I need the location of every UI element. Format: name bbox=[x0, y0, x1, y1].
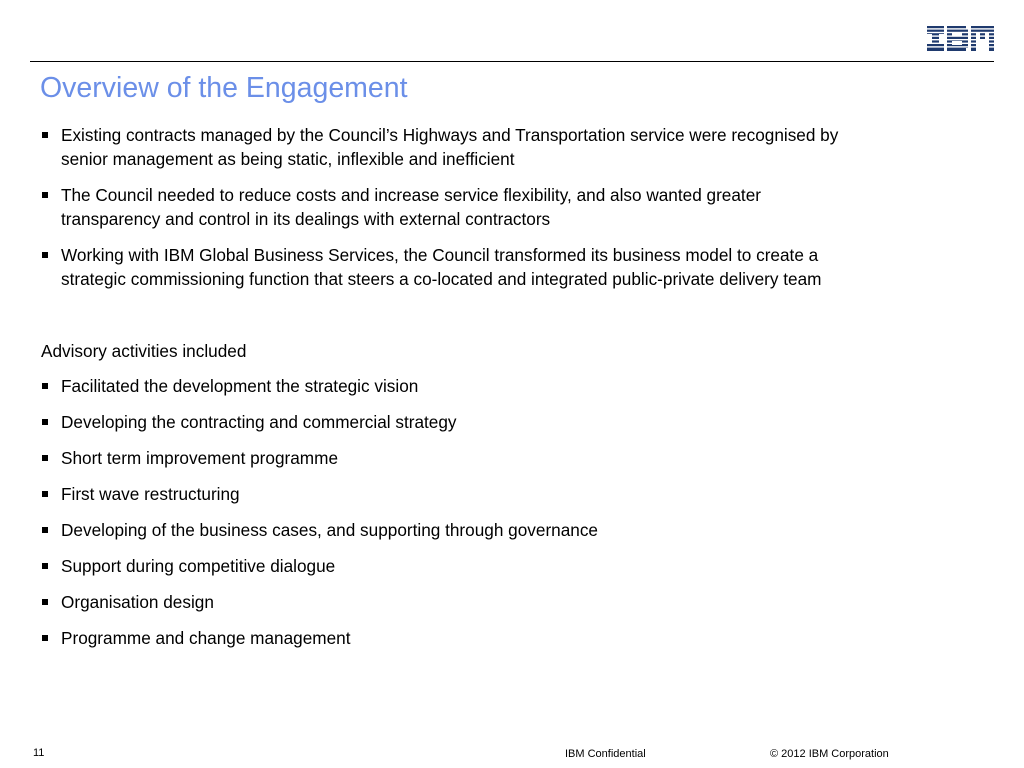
square-bullet-icon bbox=[42, 491, 48, 497]
square-bullet-icon bbox=[42, 192, 48, 198]
list-item-text: Developing the contracting and commercial strategy bbox=[61, 412, 457, 432]
page-number: 11 bbox=[33, 747, 45, 759]
confidential-label: IBM Confidential bbox=[565, 748, 646, 760]
list-item-text bbox=[61, 243, 971, 291]
square-bullet-icon bbox=[42, 527, 48, 533]
page-title: Overview of the Engagement bbox=[40, 72, 408, 104]
list-item-text bbox=[61, 123, 971, 171]
copyright-label: © 2012 IBM Corporation bbox=[770, 748, 889, 760]
list-item-text: Developing of the business cases, and supporting through governance bbox=[61, 520, 598, 540]
square-bullet-icon bbox=[42, 132, 48, 138]
list-item-text: Short term improvement programme bbox=[61, 448, 338, 468]
list-item-text: Programme and change management bbox=[61, 628, 351, 648]
square-bullet-icon bbox=[42, 419, 48, 425]
list-item-text: Support during competitive dialogue bbox=[61, 556, 336, 576]
list-item-text: Organisation design bbox=[61, 592, 214, 612]
advisory-heading: Advisory activities included bbox=[41, 341, 247, 361]
square-bullet-icon bbox=[42, 635, 48, 641]
list-item-line: strategic commissioning function that steers a co-located and integrated public-private delivery team bbox=[61, 269, 822, 289]
list-item-text bbox=[61, 183, 971, 231]
list-item-line: senior management as being static, inflexible and inefficient bbox=[61, 149, 515, 169]
list-item-line: transparency and control in its dealings with external contractors bbox=[61, 209, 551, 229]
square-bullet-icon bbox=[42, 252, 48, 258]
ibm-logo bbox=[926, 24, 995, 53]
header-divider bbox=[30, 61, 994, 62]
list-item-line: Working with IBM Global Business Services, the Council transformed its business model to create a bbox=[61, 245, 819, 265]
list-item-text: Facilitated the development the strategic vision bbox=[61, 376, 419, 396]
list-item-line: The Council needed to reduce costs and increase service flexibility, and also wanted greater bbox=[61, 185, 761, 205]
square-bullet-icon bbox=[42, 563, 48, 569]
list-item-text: First wave restructuring bbox=[61, 484, 240, 504]
square-bullet-icon bbox=[42, 383, 48, 389]
square-bullet-icon bbox=[42, 599, 48, 605]
square-bullet-icon bbox=[42, 455, 48, 461]
list-item-line: Existing contracts managed by the Council’s Highways and Transportation service were recognised by bbox=[61, 125, 839, 145]
